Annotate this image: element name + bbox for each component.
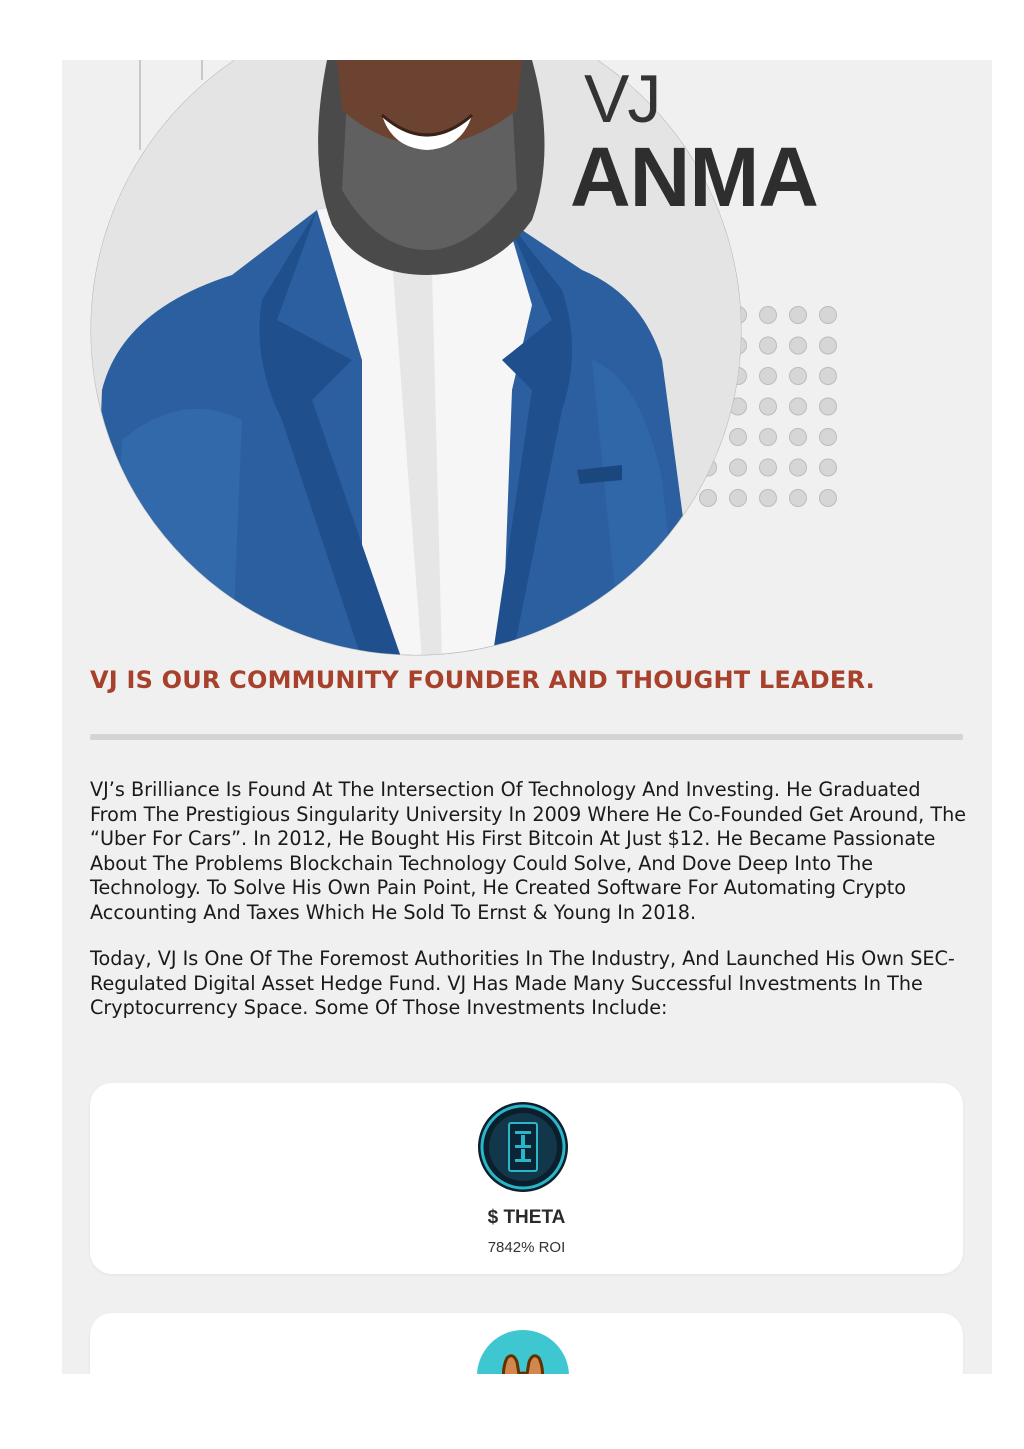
decor-dot: [790, 337, 807, 354]
decor-dot: [790, 368, 807, 385]
decor-dot: [760, 307, 777, 324]
decor-dot: [760, 429, 777, 446]
coin-roi: 7842% ROI: [487, 1239, 566, 1256]
decor-dot: [730, 459, 747, 476]
decor-dot: [760, 398, 777, 415]
decor-dot: [820, 368, 837, 385]
pancakeswap-bunny-icon: [477, 1330, 569, 1374]
bio-text: [90, 778, 970, 1043]
decor-dot: [730, 490, 747, 507]
hero-banner: [62, 60, 992, 660]
decor-dot: [760, 337, 777, 354]
hero-name-last: ANMA: [570, 130, 818, 224]
portrait-photo: [62, 60, 992, 660]
decor-dot: [820, 337, 837, 354]
decor-dot: [790, 398, 807, 415]
investment-card-pancakeswap[interactable]: [90, 1313, 963, 1374]
bio-paragraph-1: VJ’s Brilliance Is Found At The Intersection Of Technology And Investing. He Graduated From The Prestigious Singularity University In 2009 Where He Co-Founded Get Around, The “Uber For Cars”. In 2012, He Bought His First Bitcoin At Just $12. He Became Passionate About The Problems Blockchain Technology Could Solve, And Dove Deep Into The Technology. To Solve His Own Pain Point, He Created Software For Automating Crypto Accounting And Taxes Which He Sold To Ernst & Young In 2018.: [90, 778, 967, 924]
decor-dot: [790, 490, 807, 507]
decor-dot: [760, 459, 777, 476]
decor-dot: [820, 490, 837, 507]
founder-section: [62, 60, 992, 1374]
decor-dot: [820, 459, 837, 476]
decor-dot: [790, 459, 807, 476]
decor-dot: [790, 429, 807, 446]
section-headline: VJ IS OUR COMMUNITY FOUNDER AND THOUGHT LEADER.: [90, 666, 875, 694]
bio-paragraph-2: Today, VJ Is One Of The Foremost Authorities In The Industry, And Launched His Own SEC-Regulated Digital Asset Hedge Fund. VJ Has Made Many Successful Investments In The Cryptocurrency Space. Some Of Those Investments Include:: [90, 947, 955, 1019]
decor-dot: [820, 398, 837, 415]
decor-dot: [700, 490, 717, 507]
investment-card-theta[interactable]: [90, 1083, 963, 1274]
decor-dot: [760, 368, 777, 385]
decor-dot: [790, 307, 807, 324]
decor-dot: [820, 429, 837, 446]
hero-illustration: [62, 60, 992, 660]
decor-dot: [760, 490, 777, 507]
coin-name: $ THETA: [487, 1207, 566, 1228]
decor-dot: [730, 429, 747, 446]
decor-dot: [820, 307, 837, 324]
divider: [90, 734, 963, 740]
hero-name-first: VJ: [584, 61, 660, 137]
theta-logo-icon: [477, 1101, 569, 1193]
